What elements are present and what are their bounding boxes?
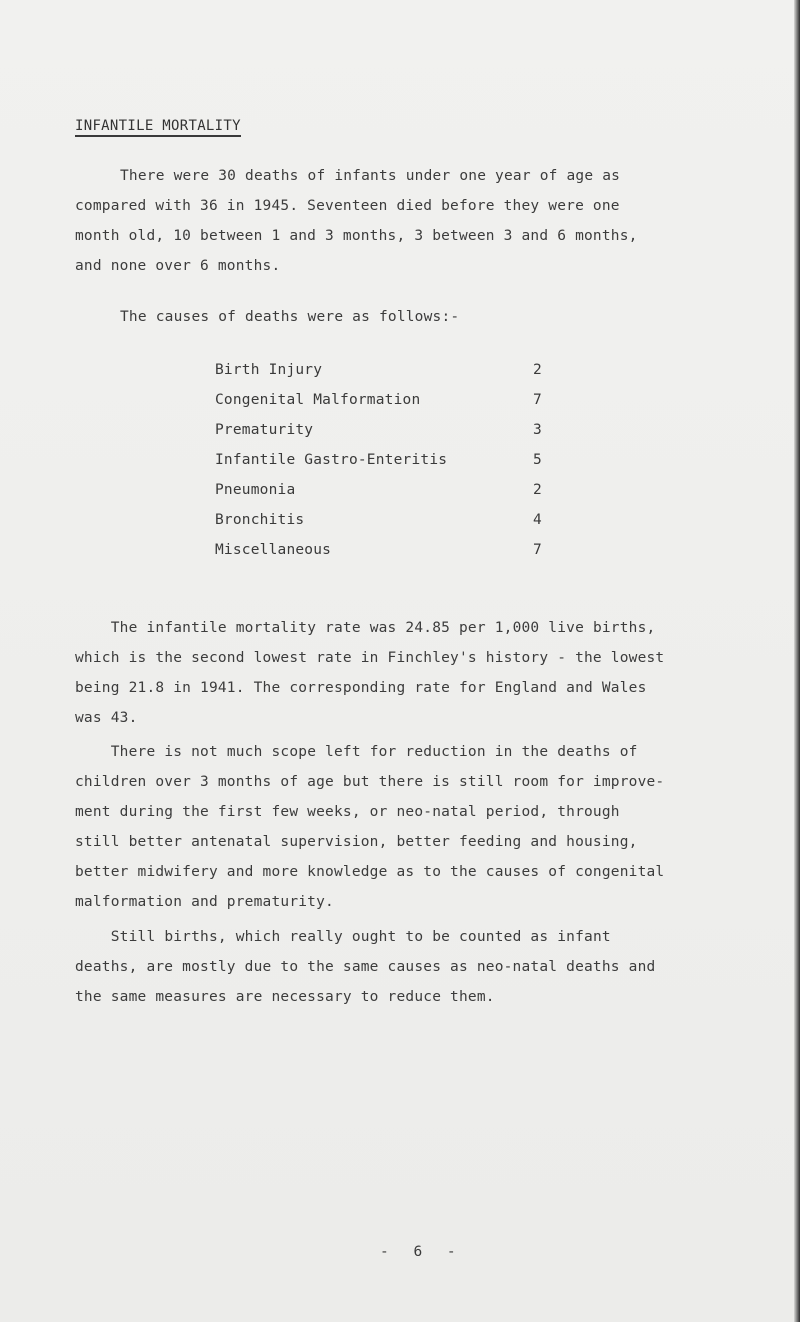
list-item xyxy=(215,355,575,385)
section-heading: INFANTILE MORTALITY xyxy=(75,118,241,137)
cause-name: Congenital Malformation xyxy=(215,392,421,408)
cause-count: 4 xyxy=(533,512,542,528)
cause-name: Bronchitis xyxy=(215,512,305,528)
causes-list xyxy=(215,355,575,565)
list-item xyxy=(215,505,575,535)
page-edge-shadow xyxy=(794,0,800,1322)
cause-count: 2 xyxy=(533,482,542,498)
list-item xyxy=(215,445,575,475)
paragraph-improvement: There is not much scope left for reduction in the deaths of children over 3 months of age but there is still room for improve- ment during the first few weeks, or neo-natal period, through still better antenatal supervision, better feeding and housing, better midwifery and more knowledge as to the causes of congenital malformation and prematurity. xyxy=(75,744,665,910)
list-item xyxy=(215,475,575,505)
cause-name: Miscellaneous xyxy=(215,542,332,558)
paragraph-infant-deaths: There were 30 deaths of infants under one year of age as compared with 36 in 1945. Seventeen died before they were one month old, 10 between 1 and 3 months, 3 between 3 and 6 months, and none over 6 months. xyxy=(75,168,638,274)
cause-name: Birth Injury xyxy=(215,362,323,378)
cause-count: 5 xyxy=(533,452,542,468)
cause-name: Pneumonia xyxy=(215,482,296,498)
causes-intro: The causes of deaths were as follows:- xyxy=(120,309,460,325)
cause-count: 2 xyxy=(533,362,542,378)
cause-count: 3 xyxy=(533,422,542,438)
cause-name: Infantile Gastro-Enteritis xyxy=(215,452,448,468)
list-item xyxy=(215,535,575,565)
page-number: - 6 - xyxy=(380,1244,464,1260)
paragraph-still-births: Still births, which really ought to be counted as infant deaths, are mostly due to the same causes as neo-natal deaths and the same measures are necessary to reduce them. xyxy=(75,929,656,1005)
cause-count: 7 xyxy=(533,542,542,558)
cause-count: 7 xyxy=(533,392,542,408)
cause-name: Prematurity xyxy=(215,422,314,438)
list-item xyxy=(215,385,575,415)
list-item xyxy=(215,415,575,445)
paragraph-mortality-rate: The infantile mortality rate was 24.85 per 1,000 live births, which is the second lowest rate in Finchley's history - the lowest being 21.8 in 1941. The corresponding rate for England and Wales was 43. xyxy=(75,620,665,726)
